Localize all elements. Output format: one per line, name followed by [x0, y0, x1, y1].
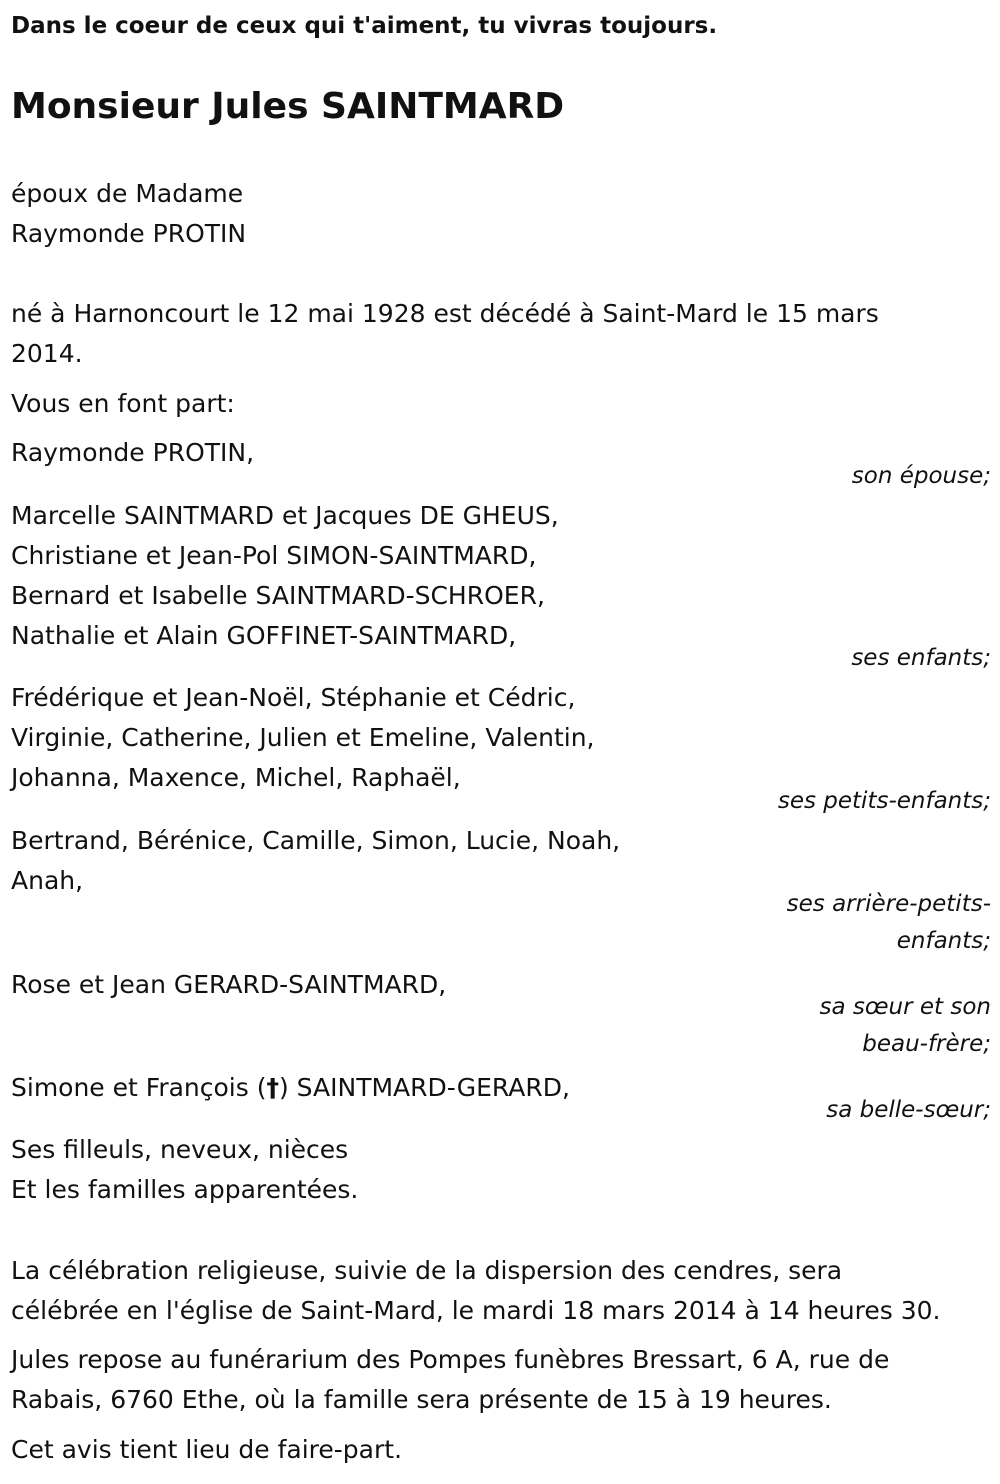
family-greatgrandchildren-relation	[787, 886, 991, 960]
sisterinlaw-text-before: Simone et François (	[11, 1073, 267, 1102]
family-name-line: Virginie, Catherine, Julien et Emeline, Valentin,	[11, 723, 595, 752]
funerarium-line: Jules repose au funérarium des Pompes funèbres Bressart, 6 A, rue de	[11, 1345, 890, 1374]
spouse-block	[11, 174, 971, 254]
relation-line: ses petits-enfants;	[777, 788, 991, 814]
spouse-line: époux de Madame	[11, 179, 244, 208]
family-name-line: Bertrand, Bérénice, Camille, Simon, Lucie, Noah,	[11, 826, 621, 855]
relation-line: sa belle-sœur;	[826, 1097, 991, 1123]
family-others	[11, 1130, 971, 1210]
family-children-relation	[851, 640, 991, 677]
relation-line: son épouse;	[851, 463, 991, 489]
birth-death-text: né à Harnoncourt le 12 mai 1928 est décédé à Saint-Mard le 15 mars 2014.	[11, 299, 879, 368]
sisterinlaw-text-after: ) SAINTMARD-GERARD,	[278, 1073, 570, 1102]
birth-death-block	[11, 294, 941, 374]
family-name-line: Frédérique et Jean-Noël, Stéphanie et Cédric,	[11, 683, 576, 712]
closing-text: Cet avis tient lieu de faire-part.	[11, 1435, 403, 1464]
celebration-line: La célébration religieuse, suivie de la dispersion des cendres, sera	[11, 1256, 843, 1285]
relation-line: ses enfants;	[851, 645, 991, 671]
funerarium-line: Rabais, 6760 Ethe, où la famille sera présente de 15 à 19 heures.	[11, 1385, 832, 1414]
celebration-block	[11, 1251, 971, 1331]
family-grandchildren-names	[11, 678, 971, 798]
family-children-names	[11, 496, 971, 656]
relation-line: beau-frère;	[862, 1031, 991, 1057]
family-name-line: Anah,	[11, 866, 84, 895]
family-name-line: Ses filleuls, neveux, nièces	[11, 1135, 349, 1164]
family-spouse-names	[11, 433, 971, 473]
family-name-line: Marcelle SAINTMARD et Jacques DE GHEUS,	[11, 501, 559, 530]
celebration-line: célébrée en l'église de Saint-Mard, le mardi 18 mars 2014 à 14 heures 30.	[11, 1296, 941, 1325]
family-name-line: Christiane et Jean-Pol SIMON-SAINTMARD,	[11, 541, 537, 570]
deceased-name: Monsieur Jules SAINTMARD	[11, 86, 565, 127]
spouse-name: Raymonde PROTIN	[11, 219, 247, 248]
cross-icon: †	[266, 1073, 279, 1102]
relation-line: ses arrière-petits-	[786, 891, 991, 917]
family-name-line: Raymonde PROTIN,	[11, 438, 255, 467]
family-name-line: Nathalie et Alain GOFFINET-SAINTMARD,	[11, 621, 517, 650]
family-grandchildren-relation	[778, 783, 991, 820]
relation-line: sa sœur et son	[819, 994, 991, 1020]
family-sister-relation	[820, 989, 991, 1063]
funerarium-block	[11, 1340, 971, 1420]
announce-block	[11, 384, 971, 424]
opening-quote: Dans le coeur de ceux qui t'aiment, tu vivras toujours.	[11, 13, 718, 39]
family-name-line: Rose et Jean GERARD-SAINTMARD,	[11, 970, 447, 999]
family-name-line: Johanna, Maxence, Michel, Raphaël,	[11, 763, 461, 792]
relation-line: enfants;	[896, 928, 991, 954]
announce-text: Vous en font part:	[11, 389, 235, 418]
closing-block	[11, 1430, 971, 1470]
family-name-line: Et les familles apparentées.	[11, 1175, 359, 1204]
family-spouse-relation	[852, 458, 991, 495]
family-name-line: Bernard et Isabelle SAINTMARD-SCHROER,	[11, 581, 545, 610]
family-sisterinlaw-relation	[826, 1092, 991, 1129]
